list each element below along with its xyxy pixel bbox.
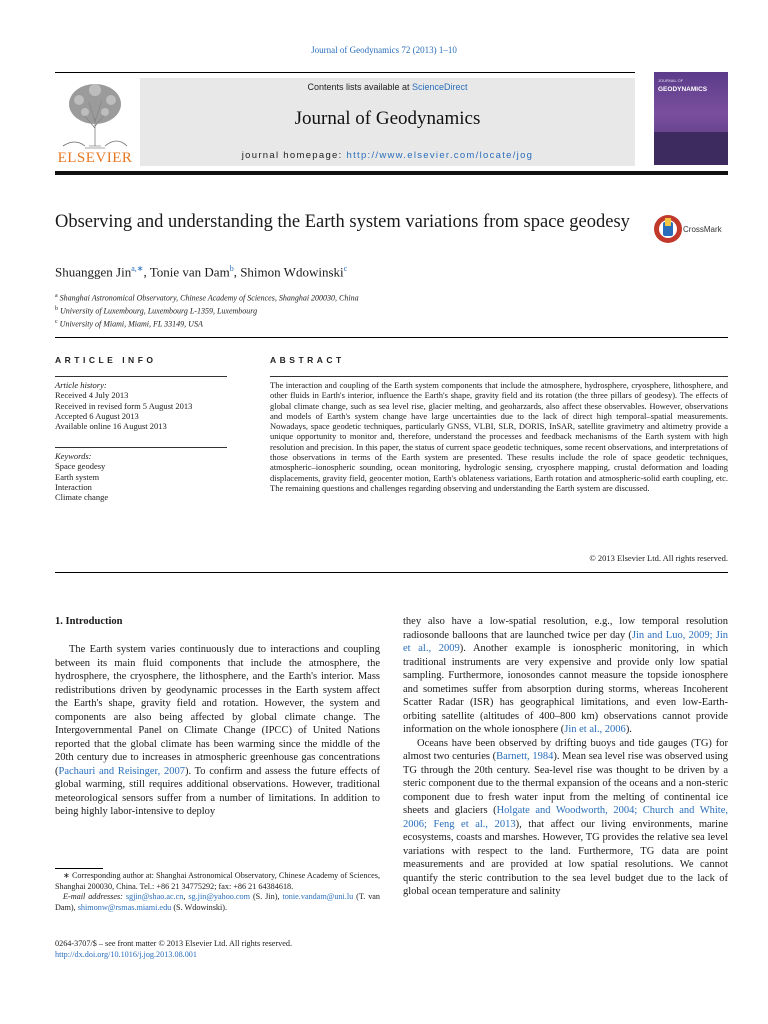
- email-line: [55, 892, 380, 913]
- doi-link[interactable]: http://dx.doi.org/10.1016/j.jog.2013.08.001: [55, 950, 197, 959]
- header-top-rule: [55, 72, 635, 73]
- citation-link[interactable]: Jin et al., 2006: [564, 724, 626, 735]
- article-info-heading: ARTICLE INFO: [55, 355, 157, 365]
- email-link[interactable]: sgjin@shao.ac.cn: [125, 892, 184, 902]
- article-info-rule: [55, 376, 227, 377]
- citation-link[interactable]: Pachauri and Reisinger, 2007: [58, 765, 185, 777]
- publisher-logo-text: ELSEVIER: [57, 150, 133, 166]
- keyword: Interaction: [55, 481, 92, 492]
- author-name: Tonie van Dam: [149, 264, 230, 280]
- keyword: Space geodesy: [55, 461, 106, 472]
- email-link[interactable]: tonie.vandam@uni.lu: [282, 892, 354, 902]
- article-history: [55, 380, 255, 431]
- intro-right-column: [403, 615, 728, 899]
- abstract-bottom-rule: [55, 572, 728, 573]
- paragraph: [403, 737, 728, 899]
- affiliation: [55, 291, 555, 304]
- affiliation-marker: b: [55, 306, 58, 313]
- affiliation-text: Shanghai Astronomical Observatory, Chinese Academy of Sciences, Shanghai 200030, China: [59, 293, 359, 303]
- affiliation-marker: c: [55, 319, 58, 326]
- homepage-label: journal homepage:: [241, 150, 347, 161]
- paragraph-text: The Earth system varies continuously due to interactions and coupling between its main fluid components that include the atmosphere, the hydrosphere, the cryosphere, the lithosphere, and the Earth's interior. Mass redistributions driven by geodynamic processes in the Earth system affect the Earth's shape, gravity field and rotation. However, the system and components are also being affected by global climate change. The Intergovernmental Panel on Climate Change (IPCC) of United Nations reported that the global climate has been warming since the middle of the 20th century due to increases in atmospheric greenhouse gas concentrations (: [55, 644, 380, 777]
- email-separator: (T. van Dam),: [55, 892, 381, 912]
- crossmark-label[interactable]: CrossMark: [683, 225, 722, 234]
- issn-doi-block: [55, 938, 380, 960]
- history-entry: Received 4 July 2013: [55, 390, 129, 401]
- paragraph-text: ). To confirm and assess the future effects of global warming, still requires additional observations. However, traditional meteorological sensors suffer from a number of limitations. In addition to being highly labor-intensive to deploy: [55, 765, 380, 817]
- section-heading: 1. Introduction: [55, 616, 123, 627]
- abstract-copyright: © 2013 Elsevier Ltd. All rights reserved.: [589, 553, 728, 563]
- citation-link[interactable]: Jin and Luo, 2009; Jin et al., 2009: [403, 629, 728, 654]
- footnote: [55, 871, 380, 913]
- keyword: Climate change: [55, 492, 109, 503]
- issn-line: 0264-3707/$ – see front matter © 2013 Elsevier Ltd. All rights reserved.: [55, 939, 293, 948]
- journal-citation[interactable]: Journal of Geodynamics 72 (2013) 1–10: [311, 45, 457, 55]
- header-thick-rule: [55, 171, 728, 175]
- paragraph: [55, 643, 380, 819]
- email-separator: ,: [183, 892, 189, 902]
- affiliation-list: [55, 291, 555, 330]
- affiliation: [55, 317, 555, 330]
- abstract-text: The interaction and coupling of the Earth system components that include the atmosphere, hydrosphere, cryosphere, lithosphere, and other fluids in Earth's interior, influence the Earth's shape, gravity field and its rotation (the three pillars of geodesy). The effects of global climate change, such as sea level rise, glacier melting, and geoharzards, also affect these observables. However, observations and models of Earth's system change have large uncertainties due to the lack of direct high temporal–spatial measurements. Nowadays, space geodetic techniques, particularly GNSS, VLBI, SLR, DORIS, InSAR, satellite gravimetry and altimetry provide a unique opportunity to monitor and, therefore, understand the processes and feedback mechanisms of the Earth system with high resolution and precision. In this paper, the status of current space geodetic techniques, some recent observations, and interpretations of those observations in terms of the Earth system are presented. These results include the role of space geodetic techniques, atmospheric–ionospheric sounding, ocean monitoring, hydrologic sensing, cryosphere mapping, crustal deformation and loading displacements, gravity field, geocenter motion, Earth's oblateness variations, Earth rotation and atmospheric-solid earth coupling, etc. The remaining questions and challenges regarding observing and understanding the Earth system are discussed.: [270, 380, 728, 493]
- email-link[interactable]: sg.jin@yahoo.com: [188, 892, 251, 902]
- history-entry: Received in revised form 5 August 2013: [55, 400, 193, 411]
- cover-band: [654, 132, 728, 165]
- abstract-heading: ABSTRACT: [270, 355, 345, 365]
- keyword: Earth system: [55, 471, 100, 482]
- keywords-label: Keywords:: [55, 451, 92, 461]
- history-label: Article history:: [55, 380, 107, 390]
- author-affiliation-marker[interactable]: b: [229, 264, 234, 273]
- sciencedirect-link[interactable]: ScienceDirect: [412, 82, 468, 92]
- paragraph-text: ).: [625, 724, 632, 735]
- affiliation-marker: a: [55, 293, 58, 299]
- email-link[interactable]: shimonw@rsmas.miami.edu: [77, 902, 172, 912]
- history-entry: Accepted 6 August 2013: [55, 410, 139, 421]
- abstract-rule: [270, 376, 728, 377]
- paragraph-text: Oceans have been observed by drifting buoys and tide gauges (TG) for almost two centuries (: [403, 737, 728, 762]
- affiliation-text: University of Miami, Miami, FL 33149, USA: [59, 319, 203, 329]
- citation-link[interactable]: Barnett, 1984: [496, 751, 554, 762]
- paragraph-text: ). Mean sea level rise was observed using TG through the 20th century. Sea-level rise was thought to be driven by a steric component due to the thermal expansion of the oceans and a non-steric component due to fresh water input from the melting of continental ice sheets and glaciers (: [403, 751, 728, 816]
- cover-title: GEODYNAMICS: [658, 86, 708, 93]
- journal-name: Journal of Geodynamics: [294, 108, 481, 129]
- history-entry: Available online 16 August 2013: [55, 421, 167, 432]
- footnote-rule: [55, 868, 103, 869]
- email-separator: (S. Jin),: [250, 892, 280, 902]
- journal-homepage-line: [140, 150, 635, 161]
- author-list: Shuanggen Jin$^{a,∗}$, Tonie van Dam$^b$, Shimon Wdowinski$^c$: [55, 264, 348, 280]
- author-affiliation-marker[interactable]: c: [343, 264, 348, 273]
- corresponding-author-note: ∗ Corresponding author at: Shanghai Astronomical Observatory, Chinese Academy of Sciences, Shanghai 200030, China. Tel.: +86 21 34775292; fax: +86 21 64384618.: [55, 871, 380, 891]
- affiliation: [55, 304, 555, 317]
- paragraph-text: they also have a low-spatial resolution, e.g., low temporal resolution radiosonde balloons that are launched twice per day (: [403, 616, 728, 641]
- info-top-rule: [55, 337, 728, 338]
- keywords-rule: [55, 447, 227, 448]
- paper-title: Observing and understanding the Earth system variations from space geodesy: [55, 212, 630, 232]
- intro-left-column: [55, 643, 380, 819]
- paragraph-text: ), that affect our living environments, marine ecosystems, coasts and marshes. However, TG provides the relative sea level variations with respect to the land. Furthermore, TG data are point measurements and are provided at low spatial resolutions. We cannot quantify the steric contribution to the sea level budget due to the lack of global ocean temperature and salinity: [403, 818, 728, 897]
- email-separator: (S. Wdowinski).: [171, 902, 228, 912]
- citation-link[interactable]: Holgate and Woodworth, 2004; Church and White, 2006; Feng et al., 2013: [403, 805, 729, 830]
- journal-cover-thumbnail[interactable]: [654, 72, 728, 165]
- keywords-block: [55, 451, 255, 502]
- contents-prefix: Contents lists available at: [307, 82, 413, 92]
- cover-subtitle: JOURNAL OF: [658, 78, 684, 83]
- paragraph: [403, 615, 728, 737]
- author-name: Shimon Wdowinski: [240, 264, 344, 280]
- contents-line: [140, 82, 635, 92]
- author-affiliation-marker[interactable]: a,∗: [131, 264, 144, 273]
- author-name: Shuanggen Jin: [55, 264, 132, 280]
- homepage-link[interactable]: http://www.elsevier.com/locate/jog: [346, 150, 534, 161]
- affiliation-text: University of Luxembourg, Luxembourg L-1359, Luxembourg: [60, 306, 258, 316]
- email-label: E-mail addresses:: [63, 892, 126, 902]
- paragraph-text: ). Another example is ionospheric monitoring, in which traditional instruments are very expensive and provide only low spatial sampling. Furthermore, ionosondes cannot measure the topside ionosphere and sometimes suffer from absorption during storms, whereas Incoherent Scatter Radar (ISR) has geographical limitations, and even low-Earth-orbiting satellite (altitudes of 400–800 km) observations cannot provide information on the whole ionosphere (: [403, 643, 729, 735]
